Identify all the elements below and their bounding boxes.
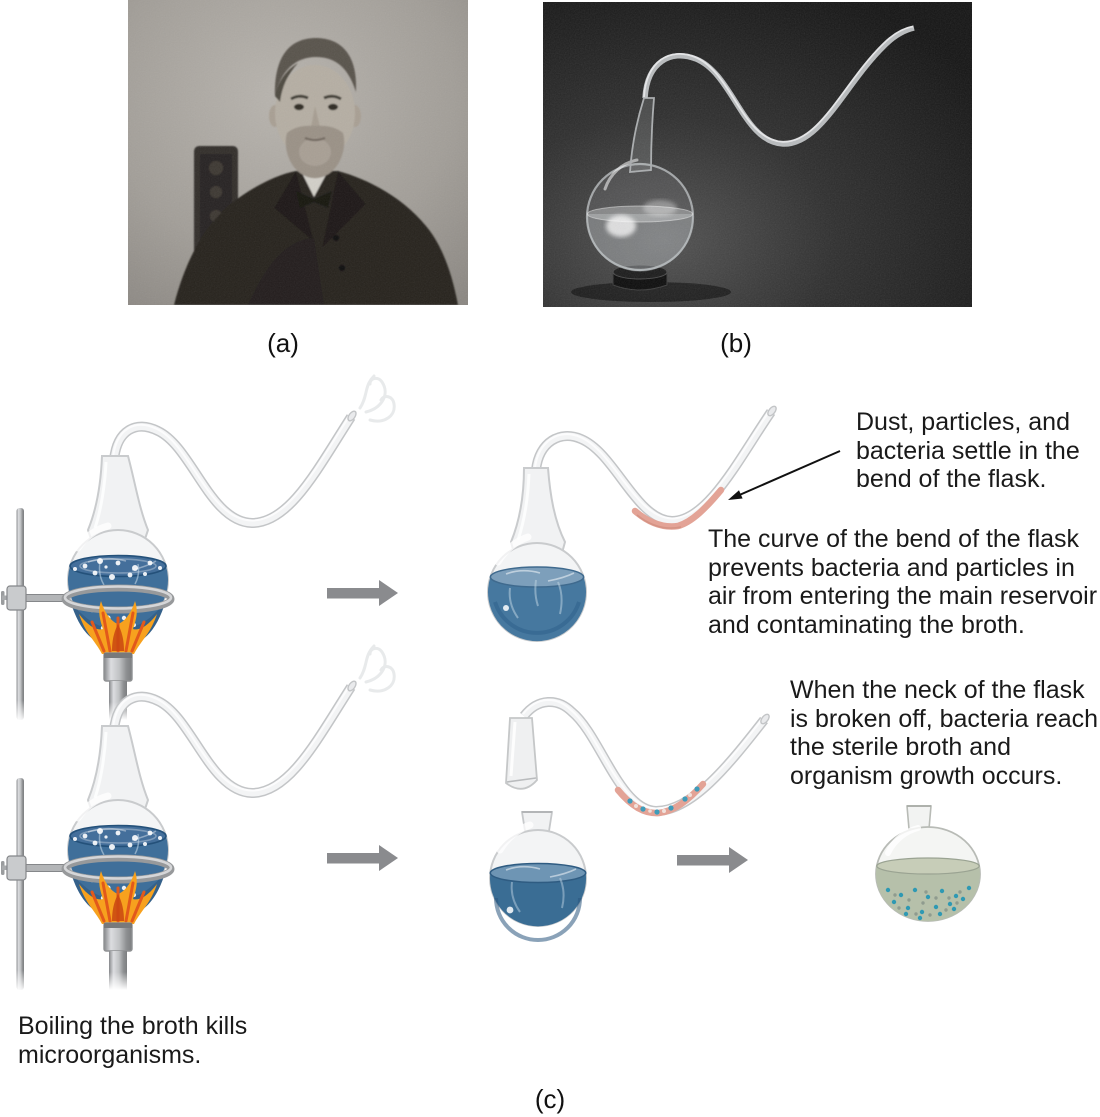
arrow-right-icon-3 <box>675 845 750 875</box>
arrow-right-icon-1 <box>325 578 400 608</box>
panel-c-label: (c) <box>534 1084 566 1114</box>
pasteur-portrait-photo <box>128 0 468 305</box>
broken-neck-flask-diagram <box>440 660 820 960</box>
contaminated-broth <box>876 858 980 921</box>
boiling-note: Boiling the broth kills microorganisms. <box>18 1012 248 1069</box>
broken-neck-note: When the neck of the flask is broken off, bacteria reach the sterile broth and organism growth occurs. <box>790 676 1099 790</box>
swan-neck-flask-photo <box>543 2 972 307</box>
sterile-broth <box>490 864 586 941</box>
broken-neck-piece <box>506 718 537 789</box>
boiling-flask-diagram-2 <box>0 640 420 990</box>
swan-neck-tube <box>523 700 771 811</box>
panel-a-label: (a) <box>267 328 299 358</box>
curve-note: The curve of the bend of the flask prevents bacteria and particles in air from entering the main reservoir and contaminating the broth. <box>708 525 1098 639</box>
annotation-arrow-icon <box>718 444 852 506</box>
panel-b-label: (b) <box>720 328 752 358</box>
sterile-broth <box>488 567 586 641</box>
dust-note: Dust, particles, and bacteria settle in the bend of the flask. <box>856 408 1080 493</box>
dust-and-bacteria <box>618 784 703 815</box>
arrow-right-icon-2 <box>325 843 400 873</box>
contaminated-flask-diagram <box>868 798 992 932</box>
